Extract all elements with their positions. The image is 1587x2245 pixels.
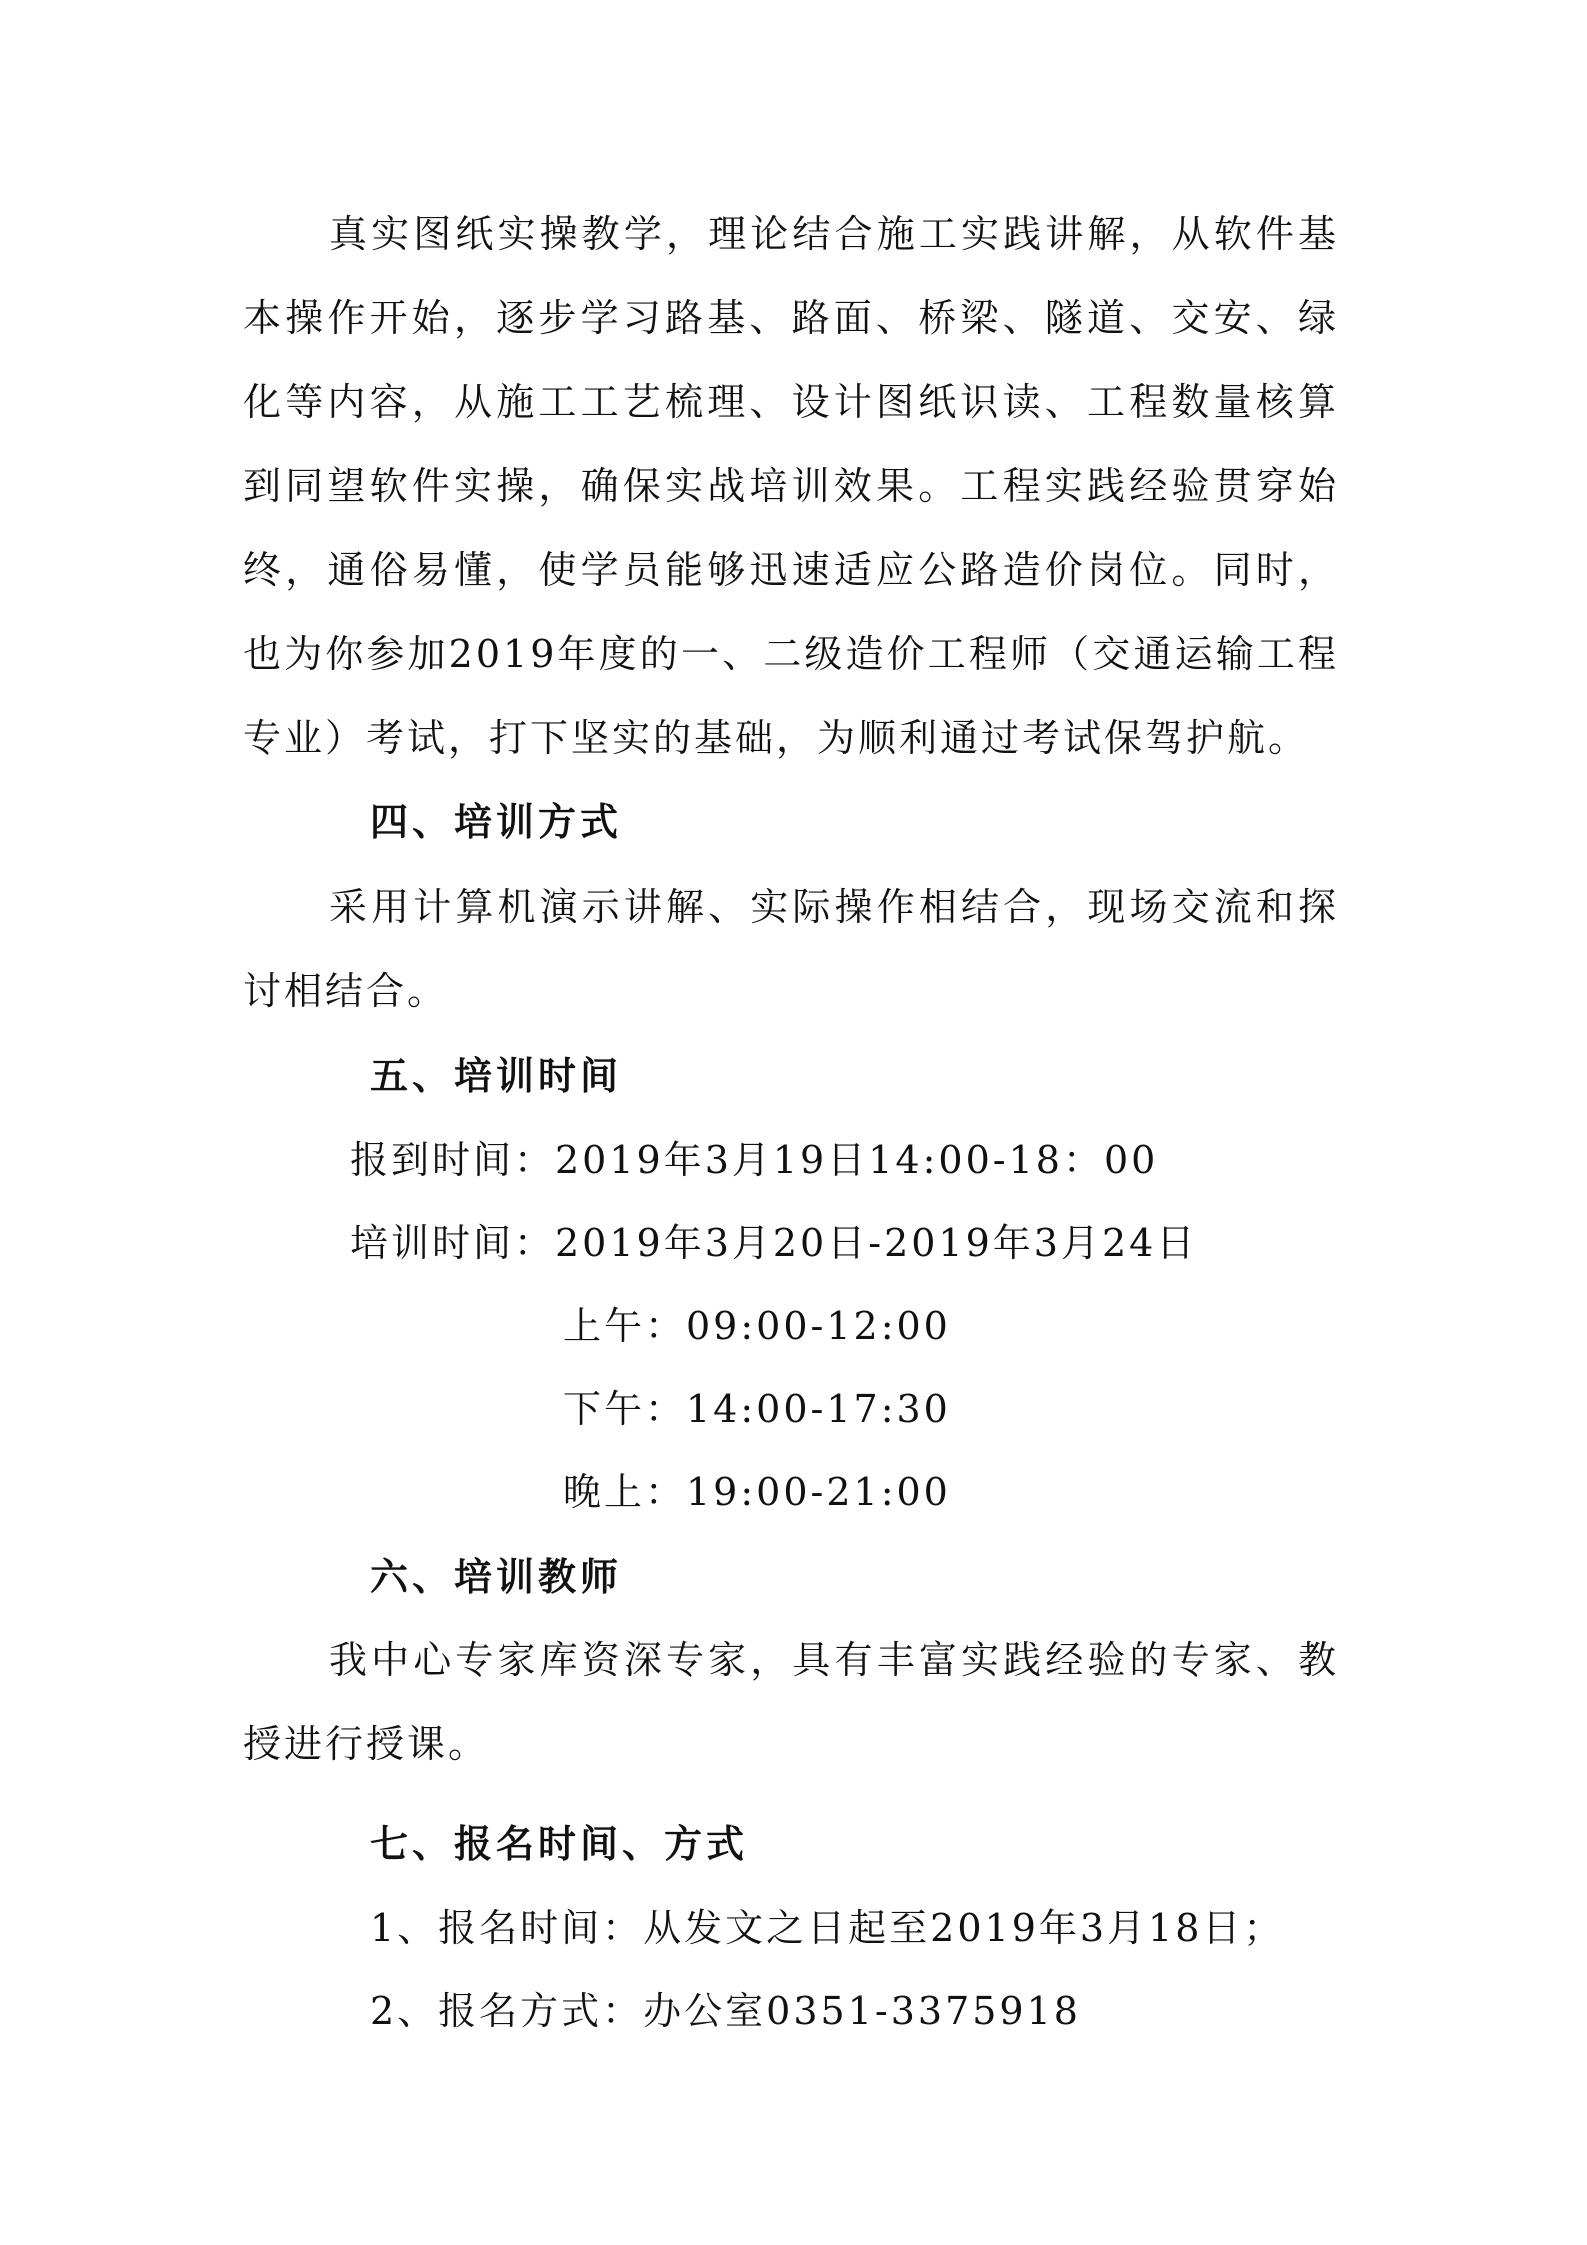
training-time: 培训时间：2019年3月20日-2019年3月24日 (350, 1221, 1198, 1265)
afternoon-session: 下午：14:00-17:30 (563, 1387, 951, 1431)
registration-time: 1、报名时间：从发文之日起至2019年3月18日； (370, 1906, 1285, 1950)
section-6-body: 我中心专家库资深专家，具有丰富实践经验的专家、教授进行授课。 (243, 1638, 1339, 1766)
evening-session: 晚上：19:00-21:00 (563, 1470, 951, 1514)
section-5-heading: 五、培训时间 (370, 1053, 623, 1098)
section-4-heading: 四、培训方式 (370, 799, 623, 844)
checkin-time: 报到时间：2019年3月19日14:00-18：00 (350, 1138, 1159, 1182)
intro-paragraph: 真实图纸实操教学，理论结合施工实践讲解，从软件基本操作开始，逐步学习路基、路面、桥梁、隧道、交安、绿化等内容，从施工工艺梳理、设计图纸识读、工程数量核算到同望软件实操，确保实战培训效果。工程实践经验贯穿始终，通俗易懂，使学员能够迅速适应公路造价岗位。同时，也为你参加2019年度的一、二级造价工程师（交通运输工程专业）考试，打下坚实的基础，为顺利通过考试保驾护航。 (243, 212, 1339, 760)
section-6-heading: 六、培训教师 (370, 1554, 623, 1599)
section-7-heading: 七、报名时间、方式 (370, 1821, 749, 1866)
registration-method: 2、报名方式：办公室0351-3375918 (370, 1989, 1081, 2033)
morning-session: 上午：09:00-12:00 (563, 1304, 951, 1348)
section-4-body: 采用计算机演示讲解、实际操作相结合，现场交流和探讨相结合。 (243, 885, 1339, 1013)
